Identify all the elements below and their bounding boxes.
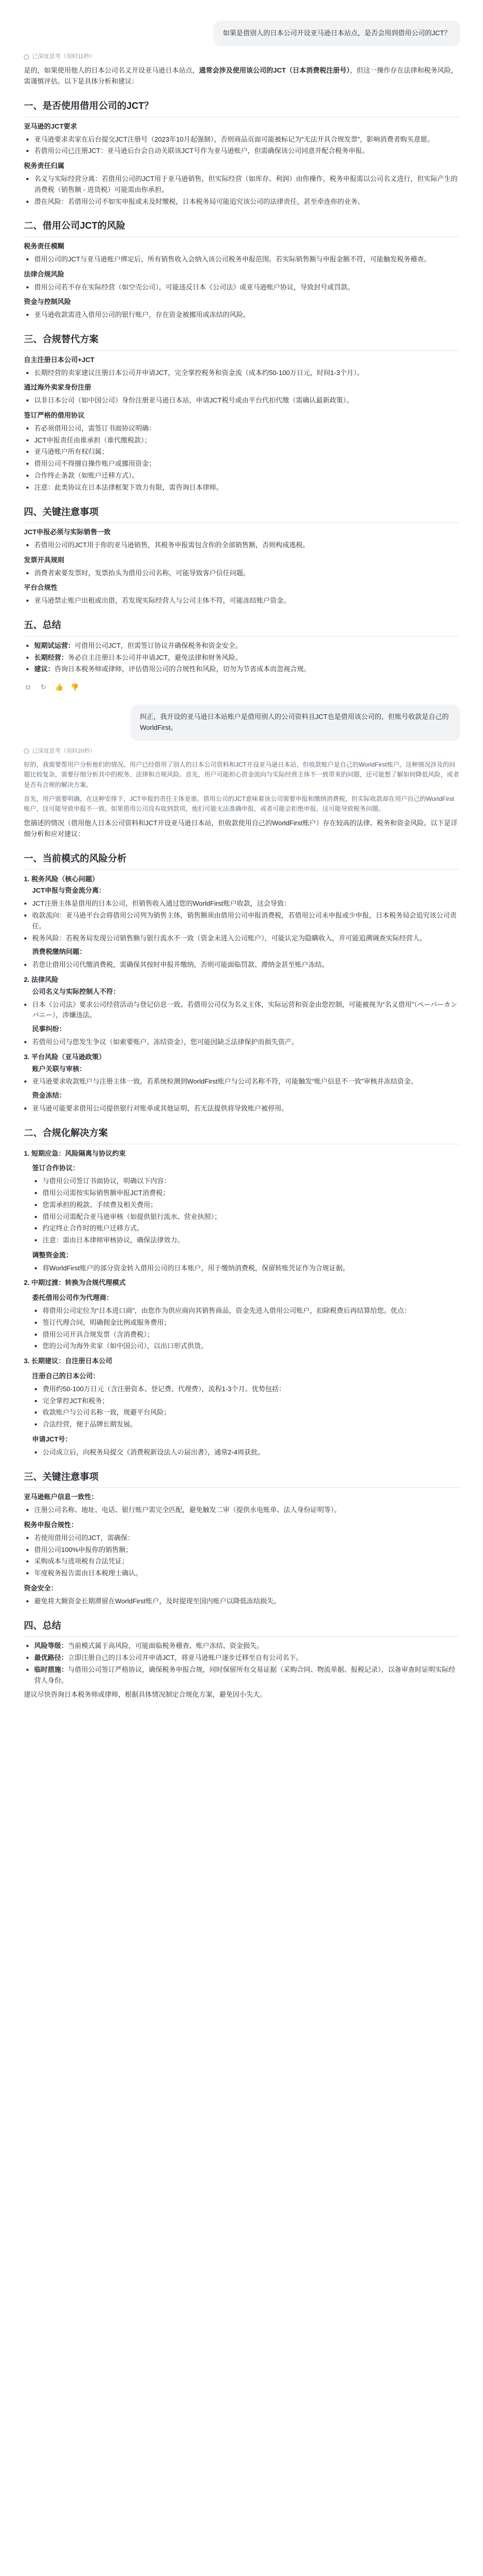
bullet-list <box>24 134 460 157</box>
list-item: • 若借用公司的JCT用于你的亚马逊销售，其税务申报需包含你的全部销售额，否则构成逃税。 <box>34 540 460 551</box>
group-label: 申请JCT号： <box>32 1435 72 1444</box>
message-actions <box>24 682 460 693</box>
subsection-body <box>24 1371 460 1458</box>
list-item: • 日本《公司法》要求公司经营活动与登记信息一致。若借用公司仅为名义主体，实际运营和资金由您控制，可能被视为“名义借用”（ペーパーカンパニー），涉嫌违法。 <box>32 1000 460 1021</box>
group-label: 委托借用公司作为代理商： <box>32 1294 113 1302</box>
list-item: • 借用公司100%申报你的销售额； <box>34 1545 460 1556</box>
list-item: • 名义与实际经营分离：若借用公司的JCT用于亚马逊销售，但实际经营（如库存、利润）由你操作，税务申报需以公司名义进行，但实际产生的消费税（销售额 - 进货税）可能需由你承担。 <box>34 174 460 196</box>
section-body <box>24 1492 460 1606</box>
intro-text-2: ，但这一操作存在法律和税务风险，需谨慎评估。以下是具体分析和建议： <box>24 66 458 86</box>
group-label: 签订严格的借用协议 <box>24 411 85 419</box>
section-body <box>24 241 460 321</box>
bullet-list <box>24 1505 460 1516</box>
list-item: • 以非日本公司（如中国公司）身份注册亚马逊日本站，申请JCT税号或由平台代扣代缴（需确认最新政策）。 <box>34 395 460 406</box>
group-label: JCT申报必须与实际销售一致 <box>24 528 111 536</box>
user-message: 如果是借别人的日本公司开设亚马逊日本站点，是否会用到借用公司的JCT？ <box>214 21 460 46</box>
item-key: 建议： <box>34 665 55 673</box>
bullet-list <box>24 960 460 971</box>
group-label: 资金与控制风险 <box>24 298 72 306</box>
section <box>24 332 460 493</box>
group-label: 资金安全： <box>24 1584 58 1592</box>
list-item: • 注意：此类协议在日本法律框架下效力有限，需咨询日本律师。 <box>34 482 460 493</box>
thinking-status[interactable] <box>24 52 460 62</box>
assistant-message <box>24 65 460 693</box>
closing-text: 建议尽快咨询日本税务师或律师，根据具体情况制定合规化方案，避免因小失大。 <box>24 1690 267 1698</box>
list-item: • JCT申报责任由谁承担（谁代缴税款）； <box>34 435 460 446</box>
list-item: • 若使用借用公司的JCT，需确保： <box>34 1533 460 1544</box>
bullet-list <box>24 1103 460 1114</box>
list-item <box>34 641 460 652</box>
group-label: 平台合规性 <box>24 584 58 592</box>
list-item: • 借用公司开具合规发票（含消费税）； <box>42 1329 460 1340</box>
list-item: • 亚马逊禁止账户出租或出借，若发现实际经营人与公司主体不符，可能冻结账户资金。 <box>34 595 460 606</box>
bullet-list <box>24 540 460 551</box>
list-item: • 长期经营的卖家建议注册日本公司并申请JCT，完全掌控税务和资金流（成本约50-100万日元，时间1-3个月）。 <box>34 368 460 379</box>
thinking-label: 已深度思考（用时20秒） <box>32 747 96 754</box>
list-item: • 将WorldFirst账户的部分资金转入借用公司的日本账户，用于缴纳消费税，保留转账凭证作为合规证据。 <box>42 1263 460 1274</box>
list-item: • 与借用公司签订书面协议，明确以下内容： <box>42 1176 460 1187</box>
bullet-list <box>24 310 460 321</box>
section-body <box>24 355 460 493</box>
intro-text: 是的，如果使用他人的日本公司名义开设亚马逊日本站点， <box>24 66 200 75</box>
bullet-list <box>24 1037 460 1048</box>
list-item: • 将借用公司定位为“日本进口商”，由您作为供应商向其销售商品，资金先进入借用公司账户，扣除税费后再结算给您。优点： <box>42 1306 460 1317</box>
answer-intro <box>24 65 460 87</box>
bullet-list <box>24 395 460 406</box>
item-value: 可借用公司JCT，但需签订协议并确保税务和资金安全。 <box>75 641 242 649</box>
section-body <box>24 874 460 1114</box>
list-item: • 公司成立后，向税务局提交《消费税新设法人の届出書》，通常2-4周获批。 <box>42 1447 460 1458</box>
section-heading: 四、总结 <box>24 1618 460 1637</box>
subsection-lead: 公司名义与实际控制人不符： <box>32 987 120 995</box>
list-item: • 潜在风险：若借用公司不如实申报或未及时缴税，日本税务局可能追究该公司的法律责任，甚至牵连你的业务。 <box>34 197 460 207</box>
section-body <box>24 527 460 606</box>
section <box>24 618 460 675</box>
answer-intro: 您描述的情况（借用他人日本公司资料和JCT开设亚马逊日本站，但收款使用自己的WorldFirst账户）存在较高的法律、税务和资金风险。以下是详细分析和应对建议： <box>24 819 458 838</box>
subsection-body <box>24 1293 460 1352</box>
bullet-list <box>24 254 460 265</box>
list-item: • 采购成本与进项税有合法凭证； <box>34 1556 460 1567</box>
item-key: 长期经营： <box>34 653 68 661</box>
subsection-label: 3. 平台风险（亚马逊政策） <box>24 1052 106 1061</box>
item-key: 临时措施： <box>34 1666 68 1673</box>
list-item: • 您需承担的税款、手续费及相关费用； <box>42 1200 460 1211</box>
subsection-body <box>24 1163 460 1273</box>
list-item: • 借用公司的JCT与亚马逊账户绑定后，所有销售收入会纳入该公司税务申报范围。若实际销售额与申报金额不符，可能触发税务稽查。 <box>34 254 460 265</box>
thumbs-down-icon[interactable]: 👎 <box>70 683 79 691</box>
subsection-lead: 资金冻结： <box>32 1091 66 1100</box>
assistant-message <box>24 818 460 1700</box>
list-item: • 借用公司不得擅自操作账户或挪用资金； <box>34 459 460 469</box>
section-heading: 四、关键注意事项 <box>24 505 460 523</box>
list-item: • 亚马逊要求卖家在后台提交JCT注册号（2023年10月起强制），否则商品页面可能被标记为“无法开具合规发票”，影响消费者购买意愿。 <box>34 134 460 145</box>
thinking-detail: 首先，用户需要明确，在这种安排下，JCT申报的责任主体是谁。借用公司的JCT意味着该公司需要申报和缴纳消费税，但实际收款却在用户自己的WorldFirst账户，这可能导致申报不一致。如果借用公司没有收到款项，他们可能无法准确申报，或者可能会拒绝申报，这可能导致税务问题。 <box>24 795 454 812</box>
bullet-list <box>24 368 460 379</box>
list-item: • 若必须借用公司，需签订书面协议明确： <box>34 423 460 434</box>
list-item: • 亚马逊收款需进入借用公司的银行账户，存在资金被挪用或冻结的风险。 <box>34 310 460 321</box>
section <box>24 851 460 1114</box>
list-item: • 注意：需由日本律师审核协议，确保法律效力。 <box>42 1235 460 1246</box>
group-label: 税务申报合规性： <box>24 1521 78 1529</box>
list-item: • 若您让借用公司代缴消费税，需确保其按时申报并缴纳，否则可能面临罚款、滞纳金甚至账户冻结。 <box>32 960 460 971</box>
list-item: • 费用约50-100万日元（含注册资本、登记费、代理费），流程1-3个月。优势包括： <box>42 1384 460 1395</box>
item-value: 务必自主注册日本公司并申请JCT，避免法律和财务风险。 <box>68 653 242 661</box>
list-item: • 亚马逊账户所有权归属； <box>34 447 460 458</box>
list-item: • 亚马逊要求收款账户与注册主体一致。若系统检测到WorldFirst账户与公司名称不符，可能触发“账户信息不一致”审核并冻结资金。 <box>32 1076 460 1087</box>
section-heading: 一、当前模式的风险分析 <box>24 851 460 870</box>
subsection-lead: 账户关联与审核： <box>32 1064 87 1073</box>
group-label: 税务责任模糊 <box>24 242 65 251</box>
list-item: • JCT注册主体是借用的日本公司，但销售收入通过您的WorldFirst账户收款，这会导致： <box>32 898 460 909</box>
subsection-lead: JCT申报与资金流分离： <box>32 887 106 895</box>
section <box>24 1126 460 1458</box>
copy-icon[interactable]: ⧉ <box>25 683 31 691</box>
group-label: 签订合作协议： <box>32 1164 80 1172</box>
bullet-list <box>24 1076 460 1087</box>
list-item: • 您的公司为海外卖家（如中国公司），以出口形式供货。 <box>42 1341 460 1352</box>
bullet-list <box>32 1176 460 1246</box>
conversation <box>24 21 460 1703</box>
list-item: • 收款账户与公司名称一致，规避平台风险； <box>42 1407 460 1418</box>
section-heading: 三、合规替代方案 <box>24 332 460 351</box>
group-label: 发票开具规则 <box>24 556 65 564</box>
section-heading: 一、是否使用借用公司的JCT？ <box>24 99 460 117</box>
subsection-label: 1. 税务风险（核心问题） <box>24 875 99 883</box>
group-label: 亚马逊账户信息一致性： <box>24 1493 98 1501</box>
thinking-detail: 好的，我需要帮用户分析他们的情况。用户已经借用了别人的日本公司资料和JCT开设亚马逊日本站，但收款账户是自己的WorldFirst账户。这种情况涉及的问题比较复杂，需要仔细分析其中的税务、法律和合规风险。首先，用户可能担心资金流向与实际经营主体不一致带来的问题，还可能想了解如何降低风险，或者是否有合规的解决方案。 <box>24 761 460 788</box>
item-value: 立即注册自己的日本公司并申请JCT，将亚马逊账户逐步迁移至自有公司名下。 <box>68 1654 303 1662</box>
section <box>24 1618 460 1700</box>
section-heading: 二、合规化解决方案 <box>24 1126 460 1144</box>
list-item <box>34 653 460 663</box>
group-label: 调整资金流： <box>32 1251 73 1259</box>
list-item: • 若借用公司已注册JCT：亚马逊后台会自动关联该JCT号作为亚马逊账户，但需确保该公司同意并配合税务申报。 <box>34 146 460 157</box>
list-item: • 若借用公司与您发生争议（如索要账户、冻结资金），您可能因缺乏法律保护而损失资产。 <box>32 1037 460 1048</box>
list-item: • 税务风险：若税务局发现公司销售额与银行流水不一致（资金未进入公司账户），可能认定为隐瞒收入，并可能追溯调查实际经营人。 <box>32 933 460 944</box>
item-key: 短期试运营： <box>34 641 75 649</box>
bullet-list <box>24 595 460 606</box>
list-item <box>34 1653 460 1664</box>
group-label: 法律合规风险 <box>24 270 65 278</box>
subsection-label: 1. 短期应急：风险隔离与协议约束 <box>24 1149 126 1157</box>
section-heading: 二、借用公司JCT的风险 <box>24 218 460 237</box>
section-heading: 五、总结 <box>24 618 460 636</box>
thinking-icon <box>24 749 29 754</box>
section-body <box>24 1148 460 1458</box>
list-item: • 签订代理合同，明确佣金比例或服务费用； <box>42 1318 460 1328</box>
list-item: • 完全掌控JCT和税务； <box>42 1396 460 1407</box>
list-item <box>34 664 460 675</box>
user-message-row <box>24 21 460 46</box>
bullet-list <box>32 1447 460 1458</box>
bullet-list <box>24 1533 460 1579</box>
bullet-list <box>24 568 460 579</box>
subsection-label: 3. 长期建议：自注册日本公司 <box>24 1357 112 1365</box>
group-label: 通过海外卖家身份注册 <box>24 383 92 392</box>
thinking-status[interactable] <box>24 747 460 756</box>
group-label: 自主注册日本公司+JCT <box>24 355 95 364</box>
list-item <box>34 1665 460 1686</box>
bullet-list <box>24 423 460 493</box>
thinking-icon <box>24 54 29 60</box>
intro-emphasis: 通常会涉及使用该公司的JCT（日本消费税注册号） <box>199 66 350 75</box>
group-label: 亚马逊的JCT要求 <box>24 122 77 130</box>
thinking-label: 已深度思考（用时11秒） <box>32 53 95 60</box>
bullet-list <box>24 174 460 207</box>
bullet-list <box>32 1384 460 1430</box>
list-item: • 避免将大额资金长期滞留在WorldFirst账户，及时提现至国内账户以降低冻结损失。 <box>34 1596 460 1607</box>
section-heading: 三、关键注意事项 <box>24 1470 460 1488</box>
subsection-label: 2. 中期过渡：转换为合规代理模式 <box>24 1279 126 1287</box>
section <box>24 1470 460 1607</box>
item-key: 最优路径： <box>34 1654 68 1662</box>
user-message-row <box>24 704 460 741</box>
bullet-list <box>24 1000 460 1021</box>
refresh-icon[interactable]: ↻ <box>40 683 47 691</box>
section <box>24 99 460 207</box>
list-item: • 借用公司需配合亚马逊审核（如提供银行流水、营业执照）； <box>42 1212 460 1223</box>
group-label: 注册自己的日本公司： <box>32 1372 100 1380</box>
list-item: • 合法经营，便于品牌长期发展。 <box>42 1419 460 1430</box>
bullet-list <box>32 1306 460 1352</box>
group-label: 税务责任归属 <box>24 162 65 170</box>
list-item: • 收款流向：亚马逊平台会将借用公司列为销售主体，销售额须由借用公司申报消费税，若借用公司未申报或少申报，日本税务局会追究该公司责任。 <box>32 910 460 932</box>
list-item: • 年度税务报告需由日本税理士确认。 <box>34 1568 460 1579</box>
bullet-list <box>24 898 460 944</box>
subsection-lead: 消费税缴纳问题： <box>32 948 87 956</box>
list-item: • 消费者索要发票时，发票抬头为借用公司名称，可能导致客户信任问题。 <box>34 568 460 579</box>
section <box>24 218 460 321</box>
list-item: • 注册公司名称、地址、电话、银行账户需完全匹配，避免触发二审（提供水电账单、法人身份证明等）。 <box>34 1505 460 1516</box>
list-item: • 合作终止条款（如账户迁移方式）。 <box>34 470 460 481</box>
list-item: • 借用公司需按实际销售额申报JCT消费税； <box>42 1188 460 1199</box>
thumbs-up-icon[interactable]: 👍 <box>55 683 64 691</box>
item-value: 与借用公司签订严格协议，确保税务申报合规，同时保留所有交易证据（采购合同、物流单据、报税记录），以备审查时证明实际经营人身份。 <box>34 1666 456 1684</box>
section-body <box>24 121 460 207</box>
subsection-lead: 民事纠纷： <box>32 1025 66 1033</box>
bullet-list <box>24 282 460 293</box>
list-item <box>34 1641 460 1652</box>
item-value: 当前模式属于高风险，可能面临税务稽查、账户冻结、资金损失。 <box>68 1642 264 1650</box>
user-message: 纠正，我开设的亚马逊日本站账户是借用别人的公司资料且JCT也是借用该公司的，但账号收款是自己的WorldFirst。 <box>131 704 460 741</box>
bullet-list <box>32 1263 460 1274</box>
subsection-label: 2. 法律风险 <box>24 975 59 984</box>
list-item: • 借用公司若不存在实际经营（如空壳公司），可能违反日本《公司法》或亚马逊账户协议，导致封号或罚款。 <box>34 282 460 293</box>
item-value: 咨询日本税务师或律师，评估借用公司的合规性和风险，切勿为节省成本而忽视合规。 <box>54 665 311 673</box>
summary-list <box>24 641 460 675</box>
item-key: 风险等级： <box>34 1642 68 1650</box>
list-item: • 约定终止合作时的账户迁移方式。 <box>42 1223 460 1234</box>
summary-list <box>24 1641 460 1686</box>
list-item: • 亚马逊可能要求借用公司提供银行对账单或其他证明，若无法提供将导致账户被停用。 <box>32 1103 460 1114</box>
bullet-list <box>24 1596 460 1607</box>
section <box>24 505 460 607</box>
